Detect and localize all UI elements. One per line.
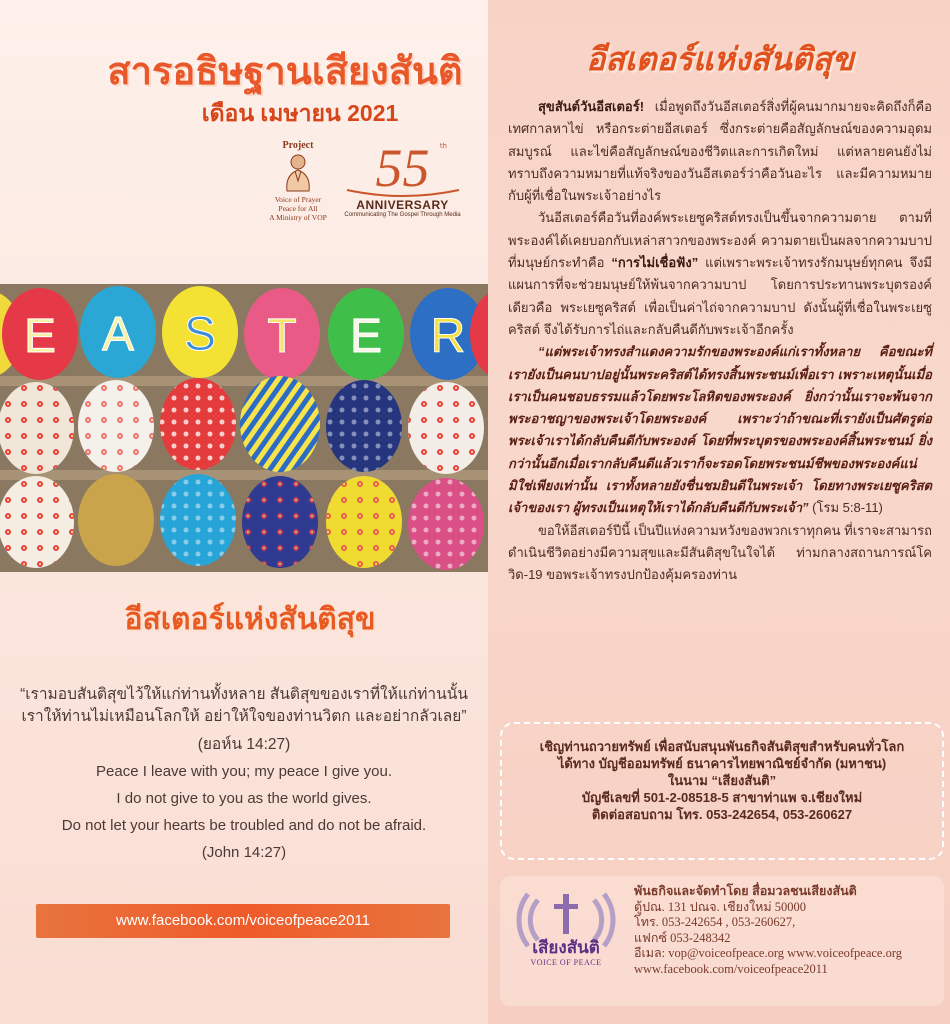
egg-letter-e: E <box>23 310 57 363</box>
scripture-quote: “แต่พระเจ้าทรงสำแดงความรักของพระองค์แก่เราทั้งหลาย คือขณะที่เรายังเป็นคนบาปอยู่นั้นพระคริสต์ได้ทรงสิ้นพระชนม์เพื่อเรา เพราะเหตุนั้นเมื่อเราเป็นคนชอบธรรมแล้วโดยพระโลหิตของพระองค์ ยิ่งกว่านั้นเราจะพ้นจากพระอาชญาของพระเจ้าโดยพระองค์ เพราะว่าถ้าขณะที่เรายังเป็นศัตรูต่อพระเจ้าเราได้กลับคืนดีกับพระองค์ โดยที่พระบุตรของพระองค์สิ้นพระชนม์ ยิ่งกว่านั้นอีกเมื่อเรากลับคืนดีแล้วเราก็จะรอดโดยพระชนม์ชีพของพระองค์แน่ มิใช่เพียงเท่านั้น เราทั้งหลายยังชื่นชมยินดีในพระเจ้า โดยทางพระเยซูคริสตเจ้าของเรา ผู้ทรงเป็นเหตุให้เราได้กลับคืนดีกับพระเจ้า” <box>508 344 932 516</box>
paragraph-2-text-a: วันอีสเตอร์คือวันที่องค์พระเยซูคริสต์ทรงเป็นขึ้นจากความตาย ตามที่พระองค์ได้เคยบอกกับเหล่าสาวกของพระองค์ ความตายเป็นผลจากความบาปที่มนุษย์กระทำคือ <box>508 210 932 271</box>
contact-address: ตู้ปณ. 131 ปณจ. เชียงใหม่ 50000 <box>634 899 807 914</box>
article-paragraph-1 <box>508 96 932 207</box>
greeting-lead: สุขสันต์วันอีสเตอร์! <box>538 99 645 114</box>
verse-en-line-3: Do not let your hearts be troubled and do not be afraid. <box>61 817 427 834</box>
anniversary-tagline: Communicating The Gospel Through Media <box>344 212 461 218</box>
easter-eggs-photo <box>0 284 488 572</box>
contact-phone: โทร. 053-242654 , 053-260627, <box>634 915 796 929</box>
facebook-link[interactable]: www.facebook.com/voiceofpeace2011 <box>36 904 450 938</box>
egg-letter-s: S <box>183 308 217 361</box>
egg-letter-r: R <box>430 310 466 363</box>
article-quote <box>508 341 932 519</box>
main-title: สารอธิษฐานเสียงสันติ <box>107 51 463 93</box>
paragraph-2-emphasis: “การไม่เชื่อฟัง” <box>611 255 699 271</box>
article-body <box>508 96 932 587</box>
logo-subtitle: VOICE OF PEACE <box>530 958 602 967</box>
paragraph-1-text: เมื่อพูดถึงวันอีสเตอร์สิ่งที่ผู้คนมากมายจะคิดถึงก็คือ เทศกาลหาไข่ หรือกระต่ายอีสเตอร์ ซึ่งกระต่ายคือสัญลักษณ์ของความอุดมสมบูรณ์ และไข่คือสัญลักษณ์ของชีวิตและการเกิดใหม่ แต่หลายคนยังไม่ทราบถึงความหมายที่แท้จริงของวันอีสเตอร์ว่าคือวันอะไร และมีความหมายกับผู้ที่เชื่อในพระเจ้าอย่างไร <box>508 99 932 204</box>
article-paragraph-2 <box>508 207 932 341</box>
verse-th-reference: (ยอห์น 14:27) <box>197 736 291 753</box>
project-logo <box>258 140 338 240</box>
egg-letter-t: T <box>267 310 297 363</box>
anniversary-number: 55 <box>375 138 430 198</box>
donation-line-3: ในนาม “เสียงสันติ” <box>667 773 777 788</box>
contact-facebook[interactable]: www.facebook.com/voiceofpeace2011 <box>634 961 828 976</box>
donation-line-4: บัญชีเลขที่ 501-2-08518-5 สาขาท่าแพ จ.เชียงใหม่ <box>581 790 863 805</box>
praying-child-icon <box>281 153 315 193</box>
article-title: อีสเตอร์แห่งสันติสุข <box>586 41 854 77</box>
section-title: อีสเตอร์แห่งสันติสุข <box>124 603 376 636</box>
contact-details <box>634 884 944 977</box>
contact-email[interactable]: อีเมล: vop@voiceofpeace.org www.voiceofpeace.org <box>634 946 903 960</box>
verse-en-line-1: Peace I leave with you; my peace I give you. <box>96 763 392 780</box>
scripture-reference: (โรม 5:8-11) <box>808 500 883 516</box>
donation-info <box>500 738 944 823</box>
article-paragraph-3: ขอให้อีสเตอร์ปีนี้ เป็นปีแห่งความหวังของพวกเราทุกคน ที่เราจะสามารถดำเนินชีวิตอย่างมีความสุขและมีสันติสุขในใจได้ ท่ามกลางสถานการณ์โควิด-19 ขอพระเจ้าทรงปกป้องคุ้มครองท่าน <box>508 522 932 583</box>
verse-en-reference: (John 14:27) <box>201 844 287 861</box>
month-title: เดือน เมษายน 2021 <box>201 100 399 126</box>
donation-line-5: ติดต่อสอบถาม โทร. 053-242654, 053-260627 <box>591 807 853 822</box>
verse-th-line-1: “เรามอบสันติสุขไว้ให้แก่ท่านทั้งหลาย สันติสุขของเราที่ให้แก่ท่านนั้น <box>20 686 468 703</box>
donation-line-2: ได้ทาง บัญชีออมทรัพย์ ธนาคารไทยพาณิชย์จำกัด (มหาชน) <box>557 756 887 771</box>
verse-th-line-2: เราให้ท่านไม่เหมือนโลกให้ อย่าให้ใจของท่านวิตก และอย่ากลัวเลย” <box>21 708 467 725</box>
project-line-2: Peace for All <box>278 204 318 213</box>
anniversary-logo <box>340 140 465 235</box>
logo-name: เสียงสันติ <box>532 938 600 957</box>
verse-en-line-2: I do not give to you as the world gives. <box>116 790 372 807</box>
eggs-illustration <box>0 284 488 572</box>
project-label: Project <box>282 140 314 151</box>
bible-verse <box>14 684 474 866</box>
anniversary-suffix: th <box>439 142 447 150</box>
project-line-3: A Ministry of VOP <box>269 213 327 222</box>
egg-letter-a: A <box>101 308 135 361</box>
contact-fax: แฟกซ์ 053-248342 <box>634 930 731 945</box>
donation-line-1: เชิญท่านถวายทรัพย์ เพื่อสนับสนุนพันธกิจสันติสุขสำหรับคนทั่วโลก <box>539 739 905 754</box>
anniversary-word: ANNIVERSARY <box>356 198 449 212</box>
egg-letter-e2: E <box>349 310 383 363</box>
paragraph-2-text-b: แต่เพราะพระเจ้าทรงรักมนุษย์ทุกคน จึงมีแผนการที่จะช่วยมนุษย์ให้พ้นจากความบาป โดยการประทานพระบุตรองค์เดียวคือ พระเยซูคริสต์ เพื่อเป็นค่าไถ่จากความบาป ดังนั้นผู้ที่เชื่อในพระเยซูคริสต์ จึงได้รับการไถ่และกลับคืนดีกับพระเจ้าอีกครั้ง <box>508 255 932 337</box>
project-line-1: Voice of Prayer <box>274 195 322 204</box>
contact-lead: พันธกิจและจัดทำโดย สื่อมวลชนเสียงสันติ <box>634 884 857 898</box>
